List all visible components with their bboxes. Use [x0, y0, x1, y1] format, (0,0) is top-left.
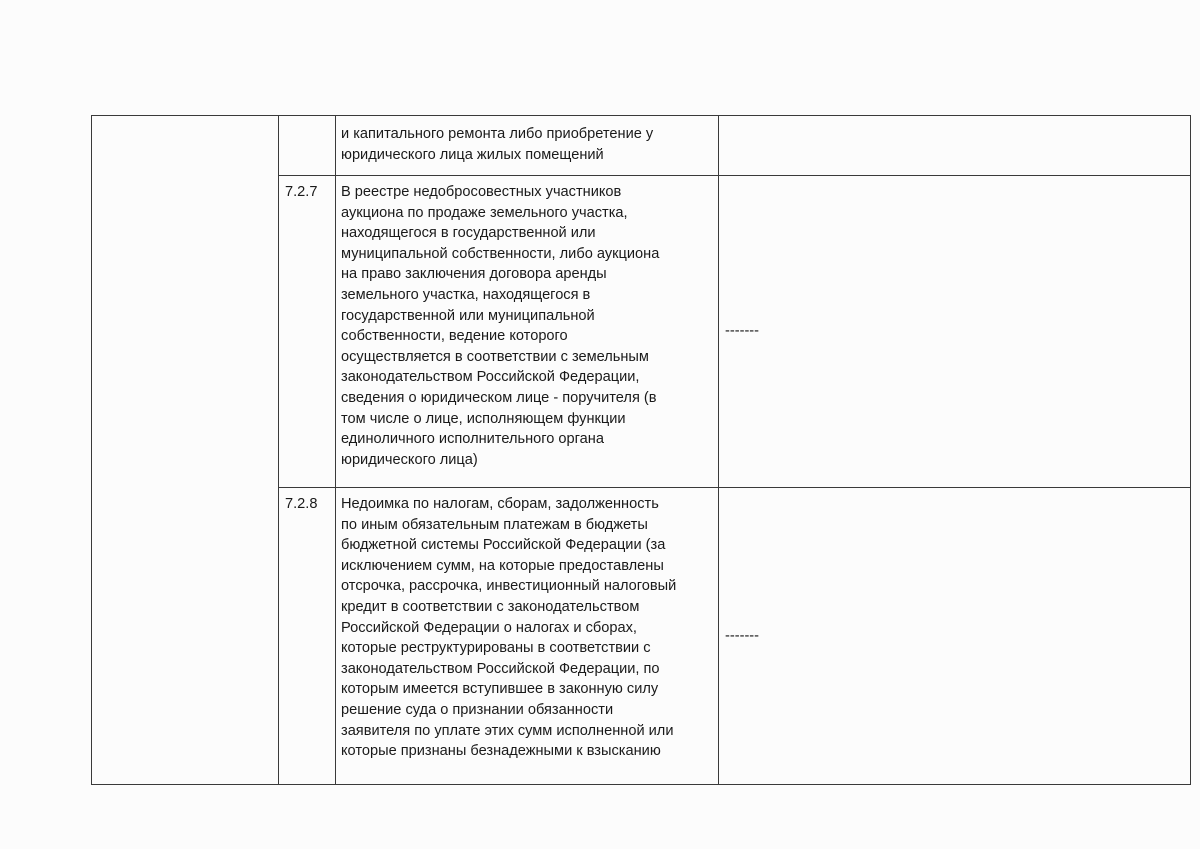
item-number-cell: 7.2.7: [279, 176, 336, 488]
item-number-cell: [279, 116, 336, 176]
text-line: решение суда о признании обязанности: [341, 701, 614, 718]
item-description-cell: [336, 176, 719, 488]
text-line: которым имеется вступившее в законную силу: [341, 681, 659, 698]
text-line: осуществляется в соответствии с земельным: [341, 348, 649, 365]
item-value-cell: [719, 116, 1191, 176]
item-number-cell: 7.2.8: [279, 488, 336, 785]
text-line: единоличного исполнительного органа: [341, 431, 604, 448]
text-line: юридического лица): [341, 451, 478, 468]
text-line: находящегося в государственной или: [341, 225, 596, 242]
text-line: бюджетной системы Российской Федерации (за: [341, 537, 666, 554]
text-line: отсрочка, рассрочка, инвестиционный налоговый: [341, 578, 677, 595]
text-line: земельного участка, находящегося в: [341, 286, 591, 303]
text-line: юридического лица жилых помещений: [341, 146, 604, 163]
text-line: сведения о юридическом лице - поручителя (в: [341, 389, 657, 406]
item-value-cell: -------: [719, 488, 1191, 785]
text-line: кредит в соответствии с законодательством: [341, 598, 640, 615]
text-line: аукциона по продаже земельного участка,: [341, 204, 628, 221]
text-line: исключением сумм, на которые предоставлены: [341, 557, 664, 574]
text-line: которые реструктурированы в соответствии с: [341, 640, 651, 657]
text-line: законодательством Российской Федерации, по: [341, 660, 660, 677]
text-line: на право заключения договора аренды: [341, 266, 607, 283]
item-description-cell: [336, 488, 719, 785]
item-value-cell: -------: [719, 176, 1191, 488]
requirements-table: [91, 115, 1191, 785]
text-line: муниципальной собственности, либо аукциона: [341, 245, 660, 262]
table-row: [92, 116, 1191, 176]
text-line: и капитального ремонта либо приобретение у: [341, 126, 654, 142]
text-line: В реестре недобросовестных участников: [341, 184, 622, 200]
text-line: собственности, ведение которого: [341, 328, 568, 345]
text-line: которые признаны безнадежными к взысканию: [341, 743, 661, 760]
text-line: Недоимка по налогам, сборам, задолженность: [341, 496, 659, 512]
item-description-cell: [336, 116, 719, 176]
merged-section-cell: [92, 116, 279, 785]
text-line: государственной или муниципальной: [341, 307, 595, 324]
text-line: том числе о лице, исполняющем функции: [341, 410, 626, 427]
text-line: Российской Федерации о налогах и сборах,: [341, 619, 637, 636]
text-line: законодательством Российской Федерации,: [341, 369, 640, 386]
text-line: по иным обязательным платежам в бюджеты: [341, 516, 648, 533]
text-line: заявителя по уплате этих сумм исполненной или: [341, 722, 674, 739]
